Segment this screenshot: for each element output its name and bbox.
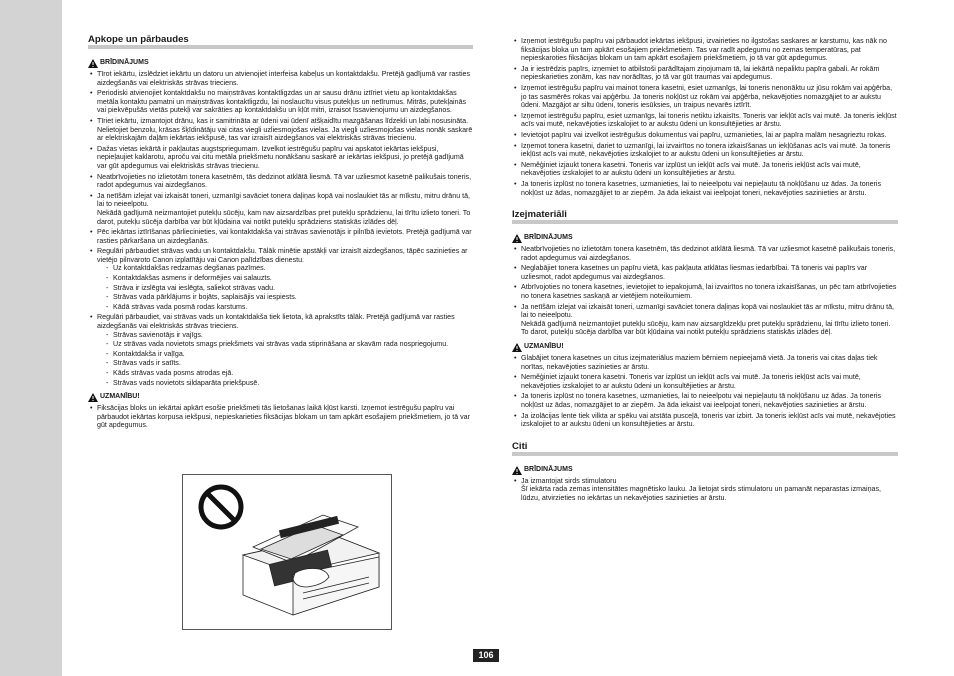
- check-sublist: [97, 331, 473, 388]
- list-item: [512, 477, 898, 503]
- warning-icon: [512, 466, 522, 475]
- sublist-item: - Kontaktdakšas asmens ir deformējies vai salauzts.: [105, 274, 473, 283]
- list-item: • Atbrīvojoties no tonera kasetnes, ievietojiet to iepakojumā, lai izvairītos no tonera izkaisīšanas, un pēc tam atbrīvojieties no tonera kasetnes saskaņā ar vietējiem noteikumiem.: [512, 283, 898, 300]
- list-item: • Izņemot iestrēgušu papīru vai pārbaudot iekārtas iekšpusi, izvairieties no ilgstošas saskares ar karstumu, kas nāk no fiksācijas bloka un tam apkārt esošajiem priekšmetiem. Tas var radīt apdegumu no zemas temperatūras, pat nepieskaroties fiksācijas blokam un tam apkārt esošajiem priekšmetiem, jo tā var gūt apdegumus.: [512, 37, 898, 63]
- sublist-item: - Uz strāvas vada novietots smags priekšmets vai strāvas vada stiprināšana ar skavām rada nospriegojumu.: [105, 340, 473, 349]
- list-item: • Fiksācijas bloks un iekārtai apkārt esošie priekšmeti tās lietošanas laikā kļūst karsti. Izņemot iestrēgušu papīru vai pārbaudot iekārtas korpusa iekšpusi, nepieskarieties fiksācijas blokam un tam apkārt esošajiem priekšmetiem, jo tā var gūt apdegumus.: [88, 404, 473, 430]
- list-item: • Periodiski atvienojiet kontaktdakšu no maiņstrāvas kontaktligzdas un ar sausu drānu iztīriet vietu ap kontaktdakšas metāla kontaktu pamatni un maiņstrāvas kontaktligzdu, lai noslaucītu visus putekļus un netīrumus. Mitrās, putekļainās vai piekvēpušās vietās putekļi var sakrāties ap kontaktdakšu un kļūt mitri, izraisot īssavienojumu un aizdegšanos.: [88, 89, 473, 115]
- caution-label: UZMANĪBU!: [524, 343, 564, 351]
- prohibition-icon: [201, 487, 241, 527]
- list-item: [88, 313, 473, 387]
- list-item-extra: Šī iekārta rada zemas intensitātes magnētisko lauku. Ja lietojat sirds stimulatoru un pamanāt neparastas izmaiņas, lūdzu, atvirzieties no iekārtas un nekavējoties sazinieties ar ārstu.: [521, 485, 881, 502]
- list-item-text: • Regulāri pārbaudiet strāvas vadu un kontaktdakšu. Tālāk minētie apstākļi var izraisīt aizdegšanos, tāpēc sazinieties ar vietējo pilnvaroto Canon izplatītāju vai Canon palīdzības dienestu.: [97, 247, 468, 264]
- caution-icon: [512, 343, 522, 352]
- illustration-printer-hot-area: [182, 474, 392, 630]
- list-item: • Ja ir iestrēdzis papīrs, izņemiet to atbilstoši parādītajam ziņojumam tā, lai iekārtā nepaliktu papīra gabali. Ar rokām nepieskarieties zonām, kas nav norādītas, jo tā var gūt traumas vai apdegumus.: [512, 65, 898, 82]
- warning-heading: [512, 234, 898, 243]
- list-item: • Ja toneris izplūst no tonera kasetnes, uzmanieties, lai to neieelpotu vai nepieļautu tā nokļūšanu uz ādas. Ja toneris nokļūst uz ādas, nomazgājiet to ar ziepēm. Ja āda iekaist vai ieelpojat toneri, nekavējoties sazinieties ar ārstu.: [512, 392, 898, 409]
- section-title-maintenance: Apkope un pārbaudes: [88, 34, 473, 49]
- list-item-text: • Ja netīšām izlejat vai izkaisāt toneri, uzmanīgi savāciet tonera daļiņas kopā vai noslaukiet tās ar mīkstu, mitru drānu tā, lai to neieelpotu.: [521, 302, 894, 320]
- list-item-text: • Regulāri pārbaudiet, vai strāvas vads un kontaktdakša tiek lietota, kā aprakstīts tālāk. Pretējā gadījumā var rasties aizdegšanās vai elektriskās strāvas trieciens.: [97, 313, 455, 331]
- warning-label: BRĪDINĀJUMS: [524, 465, 573, 473]
- caution-label: UZMANĪBU!: [100, 393, 140, 401]
- caution-list: [88, 404, 473, 430]
- sublist-item: - Uz kontaktdakšas redzamas degšanas pazīmes.: [105, 264, 473, 273]
- sublist-item: - Strāvas vads novietots sildaparāta priekšpusē.: [105, 379, 473, 388]
- caution-heading: [512, 343, 898, 352]
- list-item-text: • Ja izmantojat sirds stimulatoru: [521, 476, 617, 485]
- sublist-item: - Strāva ir izslēgta vai ieslēgta, saliekot strāvas vadu.: [105, 284, 473, 293]
- list-item: • Ja izolācijas lente tiek vilkta ar spēku vai atstāta pusceļā, toneris var izbirt. Ja toneris iekļūst acīs vai mutē, nekavējoties izskalojiet to ar aukstu ūdeni un konsultējieties ar ārstu.: [512, 412, 898, 429]
- list-item-text: • Ja netīšām izlejat vai izkaisāt toneri, uzmanīgi savāciet tonera daļiņas kopā vai noslaukiet tās ar mīkstu, mitru drānu tā, lai to neieelpotu.: [97, 191, 470, 209]
- list-item: • Neatbrīvojieties no izlietotām tonera kasetnēm, tās dedzinot atklātā liesmā. Tā var uzliesmot kasetnē palikušais toneris, radot apdegumus vai aizdegšanos.: [88, 173, 473, 190]
- left-column: [88, 34, 473, 432]
- list-item: • Neměģiniet izjaukt tonera kasetni. Toneris var izplūst un iekļūt acīs vai mutē. Ja toneris iekļūst acīs vai mutē, nekavējoties izskalojiet to ar aukstu ūdeni un konsultējieties ar ārstu.: [512, 373, 898, 390]
- section-title-other: Citi: [512, 441, 898, 456]
- section-title-consumables: Izejmateriāli: [512, 209, 898, 224]
- list-item: • Tīriet iekārtu, izmantojot drānu, kas ir samitrināta ar ūdeni vai ūdenī atšķaidītu mazgāšanas līdzekli un labi nosusināta. Nelietojiet benzolu, krāsas šķīdinātāju vai citas viegli uzliesmojošas vielas. Ja viegli uzliesmojošas vielas nonāk saskarē ar elektriskajām daļām iekārtas iekšpusē, tas var izraisīt aizdegšanos vai elektriskās strāvas triecienu.: [88, 117, 473, 143]
- page-number: 106: [473, 649, 499, 662]
- list-item-extra: Nekādā gadījumā neizmantojiet putekļu sūcēju, kam nav aizsargīdzekļu pret putekļu sprādzienu, lai tīrītu izlieto toneri. To darot, putekļu sūcēja darbība var būt kļūdaina vai notikt putekļu sprādziens statiskās izlādes dēļ.: [521, 319, 891, 337]
- list-item: • Izņemot iestrēgušu papīru, esiet uzmanīgs, lai toneris netiktu izkaisīts. Toneris var iekļūt acīs vai mutē. Ja toneris iekļūst acīs vai mutē, nekavējoties izskalojiet to ar aukstu ūdeni un konsultējieties ar ārstu.: [512, 112, 898, 129]
- list-item: • Neglabājiet tonera kasetnes un papīru vietā, kas pakļauta atklātas liesmas iedarbībai. Tā toneris vai papīrs var uzliesmot, radot apdegumus vai aizdegšanos.: [512, 264, 898, 281]
- warning-icon: [512, 234, 522, 243]
- warning-icon: [88, 59, 98, 68]
- list-item: • Ievietojot papīru vai izvelkot iestrēgušus dokumentus vai papīru, uzmanieties, lai ar papīra malām nesagrieztu rokas.: [512, 131, 898, 140]
- printer-illustration: [183, 475, 391, 629]
- list-item: [88, 247, 473, 311]
- list-item: [512, 303, 898, 337]
- warning-heading: [88, 59, 473, 68]
- list-item: • Tīrot iekārtu, izslēdziet iekārtu un datoru un atvienojiet interfeisa kabeļus un kontaktdakšu. Pretējā gadījumā var rasties aizdegšanās vai elektriskās strāvas trieciens.: [88, 70, 473, 87]
- warning-list: [88, 70, 473, 387]
- warning-label: BRĪDINĀJUMS: [524, 234, 573, 242]
- list-item: • Ja toneris izplūst no tonera kasetnes, uzmanieties, lai to neieelpotu vai nepieļautu tā nokļūšanu uz ādas. Ja toneris nokļūst uz ādas, nomazgājiet to ar ziepēm. Ja āda iekaist vai ieelpojat toneri, nekavējoties sazinieties ar ārstu.: [512, 180, 898, 197]
- list-item: • Glabājiet tonera kasetnes un citus izejmateriālus maziem bērniem nepieejamā vietā. Ja toneris vai citas daļas tiek norītas, nekavējoties sazinieties ar ārstu.: [512, 354, 898, 371]
- caution-icon: [88, 393, 98, 402]
- condition-sublist: [97, 264, 473, 311]
- warning-label: BRĪDINĀJUMS: [100, 59, 149, 67]
- consumables-caution-list: [512, 354, 898, 429]
- page-margin-band: [0, 0, 62, 676]
- warning-heading: [512, 466, 898, 475]
- list-item: • Dažas vietas iekārtā ir pakļautas augstspriegumam. Izvelkot iestrēgušu papīru vai apskatot iekārtas iekšpusi, nepieļaujiet kaklarotu, aproču vai citu metāla priekšmetu nonākšanu saskarē ar iekārtas iekšpusi, jo pretējā gadījumā var gūt apdegumus vai elektriskās strāvas triecienu.: [88, 145, 473, 171]
- sublist-item: - Kāds strāvas vada posms atrodas ejā.: [105, 369, 473, 378]
- list-item: • Neatbrīvojieties no izlietotām tonera kasetnēm, tās dedzinot atklātā liesmā. Tā var uzliesmot kasetnē palikušais toneris, radot apdegumus vai aizdegšanos.: [512, 245, 898, 262]
- list-item: • Pēc iekārtas iztīrīšanas pārliecinieties, vai kontaktdakša vai strāvas savienotājs ir pilnībā ievietots. Pretējā gadījumā var rasties pārkaršana un aizdegšanās.: [88, 228, 473, 245]
- list-item: [88, 192, 473, 226]
- sublist-item: - Kontaktdakša ir vaļīga.: [105, 350, 473, 359]
- other-warning-list: [512, 477, 898, 503]
- list-item: • Izņemot iestrēgušu papīru vai mainot tonera kasetni, esiet uzmanīgs, lai toneris nenonāktu uz jūsu rokām vai apģērba, jo tas sasmērēs rokas vai apģērbu. Ja toneris nokļūst uz rokām vai apģērba, nekavējoties nomazgājiet to ar aukstu ūdeni. Mazgājot ar siltu ūdeni, toneris iesūksies, un traipus nevarēs iztīrīt.: [512, 84, 898, 110]
- list-item-extra: Nekādā gadījumā neizmantojiet putekļu sūcēju, kam nav aizsardzības pret putekļu sprādzienu, lai tīrītu izlieto toneri. To darot, putekļu sūcēja darbība var būt kļūdaina vai notikt putekļu sprādziens statiskās izlādes dēļ.: [97, 208, 471, 226]
- sublist-item: - Kādā strāvas vada posmā rodas karstums.: [105, 303, 473, 312]
- list-item: • Neměģiniet izjaukt tonera kasetni. Toneris var izplūst un iekļūt acīs vai mutē. Ja toneris iekļūst acīs vai mutē, nekavējoties izskalojiet to ar aukstu ūdeni un konsultējieties ar ārstu.: [512, 161, 898, 178]
- right-column: [512, 37, 898, 505]
- sublist-item: - Strāvas vads ir satīts.: [105, 359, 473, 368]
- sublist-item: - Strāvas vada pārklājums ir bojāts, saplaisājis vai iespiests.: [105, 293, 473, 302]
- consumables-warning-list: [512, 245, 898, 337]
- list-item: • Izņemot tonera kasetni, dariet to uzmanīgi, lai izvairītos no tonera izkaisīšanas un iekļūšanas acīs vai mutē. Ja toneris iekļūst acīs vai mutē, nekavējoties izskalojiet to ar aukstu ūdeni un konsultējieties ar ārstu.: [512, 142, 898, 159]
- caution-heading: [88, 393, 473, 402]
- continued-caution-list: [512, 37, 898, 197]
- sublist-item: - Strāvas savienotājs ir vajīgs.: [105, 331, 473, 340]
